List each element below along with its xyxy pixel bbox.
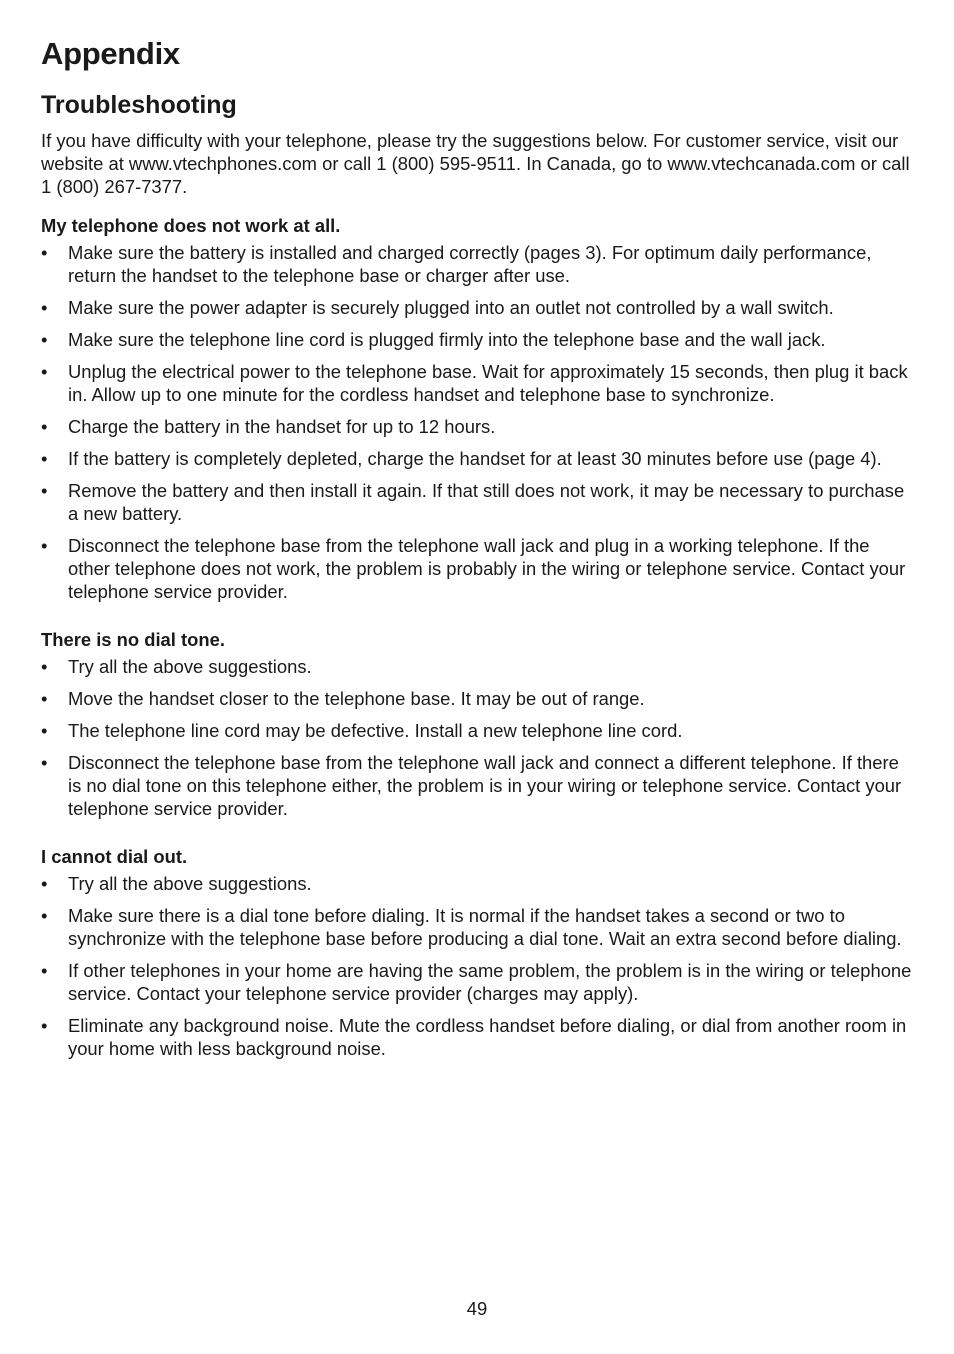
list-item [41, 296, 915, 319]
list-item [41, 479, 915, 525]
list-item [41, 687, 915, 710]
bullet-icon: • [41, 905, 48, 926]
list-item-text: Unplug the electrical power to the telephone base. Wait for approximately 15 seconds, then plug it back in. Allow up to one minute for the cordless handset and telephone base to synchronize. [68, 361, 908, 405]
troubleshooting-group-no-work [41, 214, 915, 603]
list-item-text: Move the handset closer to the telephone base. It may be out of range. [68, 688, 645, 709]
list-item-text: Make sure the power adapter is securely plugged into an outlet not controlled by a wall switch. [68, 297, 834, 318]
group-heading: I cannot dial out. [41, 846, 188, 867]
list-item-text: Make sure the battery is installed and charged correctly (pages 3). For optimum daily performance, return the handset to the telephone base or charger after use. [68, 242, 872, 286]
troubleshooting-group-cannot-dial-out [41, 845, 915, 1060]
bullet-icon: • [41, 480, 48, 501]
bullet-icon: • [41, 960, 48, 981]
list-item-text: Make sure there is a dial tone before dialing. It is normal if the handset takes a second or two to synchronize with the telephone base before producing a dial tone. Wait an extra second before dialing. [68, 905, 902, 949]
list-item-text: If other telephones in your home are having the same problem, the problem is in the wiring or telephone service. Contact your telephone service provider (charges may apply). [68, 960, 912, 1004]
bullet-icon: • [41, 720, 48, 741]
troubleshooting-group-no-dial-tone [41, 628, 915, 820]
section-title: Troubleshooting [41, 91, 237, 119]
bullet-icon: • [41, 1015, 48, 1036]
list-item [41, 360, 915, 406]
list-item-text: The telephone line cord may be defective. Install a new telephone line cord. [68, 720, 683, 741]
list-item-text: Disconnect the telephone base from the telephone wall jack and plug in a working telephone. If the other telephone does not work, the problem is probably in the wiring or telephone service. Contact your telephone service provider. [68, 535, 906, 602]
list-item-text: Make sure the telephone line cord is plugged firmly into the telephone base and the wall jack. [68, 329, 826, 350]
list-item [41, 328, 915, 351]
bullet-icon: • [41, 297, 48, 318]
bullet-icon: • [41, 752, 48, 773]
page-number: 49 [466, 1298, 488, 1319]
page-title: Appendix [41, 36, 180, 71]
group-heading: There is no dial tone. [41, 629, 225, 650]
document-page [41, 34, 915, 1060]
list-item [41, 872, 915, 895]
list-item-text: Charge the battery in the handset for up to 12 hours. [68, 416, 496, 437]
bullet-list [41, 872, 915, 1060]
list-item [41, 719, 915, 742]
bullet-icon: • [41, 448, 48, 469]
list-item-text: Try all the above suggestions. [68, 873, 312, 894]
list-item [41, 534, 915, 603]
bullet-icon: • [41, 535, 48, 556]
bullet-icon: • [41, 873, 48, 894]
bullet-icon: • [41, 656, 48, 677]
bullet-icon: • [41, 329, 48, 350]
list-item [41, 904, 915, 950]
list-item-text: Disconnect the telephone base from the telephone wall jack and connect a different telephone. If there is no dial tone on this telephone either, the problem is in your wiring or telephone service. Contact your telephone service provider. [68, 752, 902, 819]
list-item [41, 751, 915, 820]
bullet-icon: • [41, 242, 48, 263]
list-item [41, 415, 915, 438]
list-item [41, 655, 915, 678]
group-heading: My telephone does not work at all. [41, 215, 341, 236]
list-item [41, 447, 915, 470]
list-item [41, 959, 915, 1005]
list-item-text: Eliminate any background noise. Mute the cordless handset before dialing, or dial from another room in your home with less background noise. [68, 1015, 907, 1059]
bullet-list [41, 241, 915, 603]
bullet-icon: • [41, 416, 48, 437]
intro-paragraph: If you have difficulty with your telephone, please try the suggestions below. For customer service, visit our website at www.vtechphones.com or call 1 (800) 595-9511. In Canada, go to www.vtechcanada.com or call 1 (800) 267-7377. [41, 130, 910, 197]
list-item [41, 1014, 915, 1060]
list-item-text: Remove the battery and then install it again. If that still does not work, it may be necessary to purchase a new battery. [68, 480, 905, 524]
list-item [41, 241, 915, 287]
bullet-icon: • [41, 361, 48, 382]
list-item-text: Try all the above suggestions. [68, 656, 312, 677]
list-item-text: If the battery is completely depleted, charge the handset for at least 30 minutes before use (page 4). [68, 448, 882, 469]
bullet-list [41, 655, 915, 820]
bullet-icon: • [41, 688, 48, 709]
